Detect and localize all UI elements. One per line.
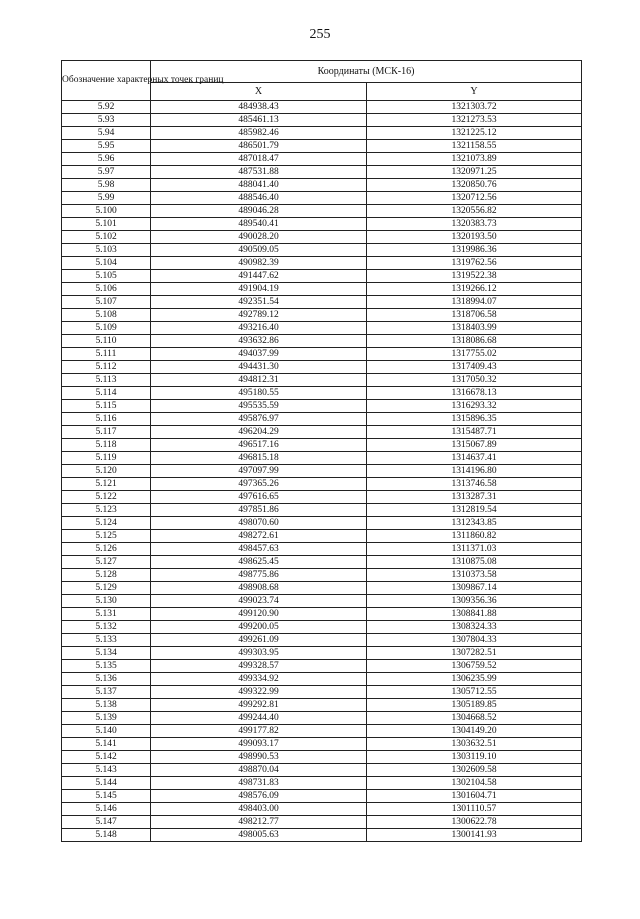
table-row (62, 725, 582, 738)
x-coordinate-cell: 499292.81 (151, 699, 367, 712)
y-coordinate-cell: 1321303.72 (367, 101, 582, 114)
x-coordinate-cell: 491447.62 (151, 270, 367, 283)
y-coordinate-cell: 1321158.55 (367, 140, 582, 153)
point-id-cell: 5.145 (62, 790, 151, 803)
y-coordinate-cell: 1318994.07 (367, 296, 582, 309)
point-id-cell: 5.146 (62, 803, 151, 816)
point-id-cell: 5.134 (62, 647, 151, 660)
y-coordinate-cell: 1304149.20 (367, 725, 582, 738)
page-number: 255 (309, 27, 331, 42)
coordinates-table (61, 60, 582, 842)
point-id-cell: 5.104 (62, 257, 151, 270)
x-coordinate-cell: 496815.18 (151, 452, 367, 465)
table-row (62, 270, 582, 283)
point-id-cell: 5.126 (62, 543, 151, 556)
point-id-cell: 5.131 (62, 608, 151, 621)
y-coordinate-cell: 1317755.02 (367, 348, 582, 361)
y-coordinate-cell: 1317409.43 (367, 361, 582, 374)
point-id-cell: 5.115 (62, 400, 151, 413)
y-coordinate-cell: 1308841.88 (367, 608, 582, 621)
point-id-cell: 5.123 (62, 504, 151, 517)
table-row (62, 283, 582, 296)
point-id-cell: 5.102 (62, 231, 151, 244)
x-coordinate-cell: 499200.05 (151, 621, 367, 634)
table-row (62, 387, 582, 400)
point-id-cell: 5.124 (62, 517, 151, 530)
point-id-cell: 5.112 (62, 361, 151, 374)
point-id-cell: 5.107 (62, 296, 151, 309)
table-row (62, 179, 582, 192)
x-coordinate-cell: 486501.79 (151, 140, 367, 153)
table-row (62, 478, 582, 491)
point-id-cell: 5.118 (62, 439, 151, 452)
point-id-cell: 5.111 (62, 348, 151, 361)
x-coordinate-cell: 498403.00 (151, 803, 367, 816)
x-coordinate-cell: 490509.05 (151, 244, 367, 257)
x-coordinate-cell: 498731.83 (151, 777, 367, 790)
x-coordinate-cell: 488041.40 (151, 179, 367, 192)
y-coordinate-cell: 1309356.36 (367, 595, 582, 608)
point-id-cell: 5.97 (62, 166, 151, 179)
y-coordinate-cell: 1305189.85 (367, 699, 582, 712)
y-coordinate-cell: 1312343.85 (367, 517, 582, 530)
table-row (62, 738, 582, 751)
table-row (62, 309, 582, 322)
point-id-cell: 5.94 (62, 127, 151, 140)
y-coordinate-cell: 1319762.56 (367, 257, 582, 270)
table-row (62, 712, 582, 725)
table-row (62, 218, 582, 231)
point-id-cell: 5.144 (62, 777, 151, 790)
y-coordinate-cell: 1307282.51 (367, 647, 582, 660)
table-row (62, 608, 582, 621)
x-coordinate-cell: 498576.09 (151, 790, 367, 803)
y-coordinate-cell: 1303119.10 (367, 751, 582, 764)
table-row (62, 569, 582, 582)
x-coordinate-cell: 490982.39 (151, 257, 367, 270)
x-coordinate-cell: 498775.86 (151, 569, 367, 582)
x-coordinate-cell: 499261.09 (151, 634, 367, 647)
x-coordinate-cell: 489046.28 (151, 205, 367, 218)
x-coordinate-cell: 496517.16 (151, 439, 367, 452)
coordinates-table-body (62, 101, 582, 842)
x-coordinate-cell: 499328.57 (151, 660, 367, 673)
y-coordinate-cell: 1320383.73 (367, 218, 582, 231)
x-coordinate-cell: 499322.99 (151, 686, 367, 699)
table-row (62, 777, 582, 790)
y-coordinate-cell: 1320193.50 (367, 231, 582, 244)
y-coordinate-cell: 1310373.58 (367, 569, 582, 582)
x-coordinate-cell: 497097.99 (151, 465, 367, 478)
y-coordinate-cell: 1315896.35 (367, 413, 582, 426)
point-id-cell: 5.110 (62, 335, 151, 348)
x-coordinate-cell: 485461.13 (151, 114, 367, 127)
x-coordinate-cell: 498990.53 (151, 751, 367, 764)
point-id-cell: 5.139 (62, 712, 151, 725)
x-coordinate-cell: 498908.68 (151, 582, 367, 595)
y-coordinate-cell: 1312819.54 (367, 504, 582, 517)
point-id-cell: 5.135 (62, 660, 151, 673)
y-coordinate-cell: 1320971.25 (367, 166, 582, 179)
table-row (62, 647, 582, 660)
y-coordinate-cell: 1309867.14 (367, 582, 582, 595)
x-coordinate-cell: 493632.86 (151, 335, 367, 348)
point-id-cell: 5.136 (62, 673, 151, 686)
point-id-cell: 5.92 (62, 101, 151, 114)
table-row (62, 660, 582, 673)
point-id-cell: 5.130 (62, 595, 151, 608)
point-id-cell: 5.127 (62, 556, 151, 569)
table-row (62, 426, 582, 439)
y-coordinate-cell: 1316293.32 (367, 400, 582, 413)
y-coordinate-cell: 1318086.68 (367, 335, 582, 348)
y-coordinate-cell: 1310875.08 (367, 556, 582, 569)
y-coordinate-cell: 1300622.78 (367, 816, 582, 829)
y-coordinate-cell: 1311860.82 (367, 530, 582, 543)
y-coordinate-cell: 1318403.99 (367, 322, 582, 335)
y-coordinate-cell: 1307804.33 (367, 634, 582, 647)
table-row (62, 816, 582, 829)
table-row (62, 361, 582, 374)
y-coordinate-cell: 1320850.76 (367, 179, 582, 192)
x-coordinate-cell: 498005.63 (151, 829, 367, 842)
x-coordinate-cell: 497616.65 (151, 491, 367, 504)
x-coordinate-cell: 499093.17 (151, 738, 367, 751)
x-coordinate-cell: 495876.97 (151, 413, 367, 426)
x-coordinate-cell: 498870.04 (151, 764, 367, 777)
x-coordinate-cell: 495180.55 (151, 387, 367, 400)
point-id-cell: 5.100 (62, 205, 151, 218)
y-coordinate-cell: 1306759.52 (367, 660, 582, 673)
point-id-cell: 5.138 (62, 699, 151, 712)
point-id-cell: 5.119 (62, 452, 151, 465)
point-label-header: Обозначение характерных точек границ (62, 61, 151, 101)
table-row (62, 140, 582, 153)
table-row (62, 257, 582, 270)
point-id-cell: 5.142 (62, 751, 151, 764)
table-row (62, 829, 582, 842)
point-id-cell: 5.105 (62, 270, 151, 283)
y-coordinate-cell: 1306235.99 (367, 673, 582, 686)
point-id-cell: 5.143 (62, 764, 151, 777)
table-row (62, 751, 582, 764)
y-coordinate-cell: 1316678.13 (367, 387, 582, 400)
y-coordinate-cell: 1302104.58 (367, 777, 582, 790)
table-row (62, 439, 582, 452)
y-coordinate-cell: 1320712.56 (367, 192, 582, 205)
table-row (62, 192, 582, 205)
y-column-header: Y (367, 83, 582, 101)
x-coordinate-cell: 488546.40 (151, 192, 367, 205)
y-coordinate-cell: 1314196.80 (367, 465, 582, 478)
y-coordinate-cell: 1302609.58 (367, 764, 582, 777)
table-row (62, 543, 582, 556)
table-row (62, 764, 582, 777)
table-row (62, 452, 582, 465)
table-row (62, 348, 582, 361)
x-coordinate-cell: 499177.82 (151, 725, 367, 738)
point-id-cell: 5.113 (62, 374, 151, 387)
x-coordinate-cell: 498457.63 (151, 543, 367, 556)
table-row (62, 517, 582, 530)
x-coordinate-cell: 496204.29 (151, 426, 367, 439)
table-row (62, 621, 582, 634)
y-coordinate-cell: 1305712.55 (367, 686, 582, 699)
x-coordinate-cell: 489540.41 (151, 218, 367, 231)
point-id-cell: 5.114 (62, 387, 151, 400)
point-id-cell: 5.108 (62, 309, 151, 322)
table-row (62, 673, 582, 686)
point-id-cell: 5.99 (62, 192, 151, 205)
table-row (62, 634, 582, 647)
table-row (62, 556, 582, 569)
coordinates-system-header: Координаты (МСК-16) (151, 61, 582, 83)
table-row (62, 699, 582, 712)
point-id-cell: 5.106 (62, 283, 151, 296)
point-id-cell: 5.132 (62, 621, 151, 634)
table-row (62, 595, 582, 608)
y-coordinate-cell: 1304668.52 (367, 712, 582, 725)
point-id-cell: 5.109 (62, 322, 151, 335)
table-row (62, 322, 582, 335)
point-id-cell: 5.95 (62, 140, 151, 153)
x-coordinate-cell: 499334.92 (151, 673, 367, 686)
table-row (62, 582, 582, 595)
x-coordinate-cell: 499244.40 (151, 712, 367, 725)
point-id-cell: 5.140 (62, 725, 151, 738)
table-row (62, 400, 582, 413)
y-coordinate-cell: 1313287.31 (367, 491, 582, 504)
x-coordinate-cell: 499120.90 (151, 608, 367, 621)
point-id-cell: 5.103 (62, 244, 151, 257)
x-column-header: X (151, 83, 367, 101)
point-id-cell: 5.141 (62, 738, 151, 751)
y-coordinate-cell: 1315067.89 (367, 439, 582, 452)
point-id-cell: 5.101 (62, 218, 151, 231)
y-coordinate-cell: 1313746.58 (367, 478, 582, 491)
table-row (62, 530, 582, 543)
table-row (62, 231, 582, 244)
y-coordinate-cell: 1311371.03 (367, 543, 582, 556)
x-coordinate-cell: 487018.47 (151, 153, 367, 166)
point-id-cell: 5.148 (62, 829, 151, 842)
x-coordinate-cell: 498212.77 (151, 816, 367, 829)
table-row (62, 803, 582, 816)
point-id-cell: 5.147 (62, 816, 151, 829)
x-coordinate-cell: 491904.19 (151, 283, 367, 296)
table-row (62, 374, 582, 387)
point-id-cell: 5.137 (62, 686, 151, 699)
x-coordinate-cell: 494431.30 (151, 361, 367, 374)
point-id-cell: 5.120 (62, 465, 151, 478)
x-coordinate-cell: 487531.88 (151, 166, 367, 179)
point-id-cell: 5.133 (62, 634, 151, 647)
x-coordinate-cell: 497365.26 (151, 478, 367, 491)
table-row (62, 244, 582, 257)
table-row (62, 296, 582, 309)
table-row (62, 504, 582, 517)
table-row (62, 335, 582, 348)
x-coordinate-cell: 495535.59 (151, 400, 367, 413)
table-row (62, 790, 582, 803)
table-row (62, 127, 582, 140)
table-row (62, 205, 582, 218)
point-id-cell: 5.96 (62, 153, 151, 166)
x-coordinate-cell: 498272.61 (151, 530, 367, 543)
table-row (62, 686, 582, 699)
table-row (62, 153, 582, 166)
table-row (62, 166, 582, 179)
x-coordinate-cell: 498625.45 (151, 556, 367, 569)
x-coordinate-cell: 492351.54 (151, 296, 367, 309)
y-coordinate-cell: 1315487.71 (367, 426, 582, 439)
y-coordinate-cell: 1319986.36 (367, 244, 582, 257)
y-coordinate-cell: 1301110.57 (367, 803, 582, 816)
table-row (62, 413, 582, 426)
x-coordinate-cell: 498070.60 (151, 517, 367, 530)
y-coordinate-cell: 1301604.71 (367, 790, 582, 803)
x-coordinate-cell: 490028.20 (151, 231, 367, 244)
point-id-cell: 5.128 (62, 569, 151, 582)
y-coordinate-cell: 1320556.82 (367, 205, 582, 218)
x-coordinate-cell: 494812.31 (151, 374, 367, 387)
point-id-cell: 5.121 (62, 478, 151, 491)
x-coordinate-cell: 484938.43 (151, 101, 367, 114)
x-coordinate-cell: 493216.40 (151, 322, 367, 335)
x-coordinate-cell: 492789.12 (151, 309, 367, 322)
y-coordinate-cell: 1314637.41 (367, 452, 582, 465)
y-coordinate-cell: 1300141.93 (367, 829, 582, 842)
point-id-cell: 5.98 (62, 179, 151, 192)
table-row (62, 101, 582, 114)
y-coordinate-cell: 1303632.51 (367, 738, 582, 751)
x-coordinate-cell: 499023.74 (151, 595, 367, 608)
y-coordinate-cell: 1321273.53 (367, 114, 582, 127)
point-id-cell: 5.116 (62, 413, 151, 426)
table-row (62, 114, 582, 127)
x-coordinate-cell: 499303.95 (151, 647, 367, 660)
table-row (62, 465, 582, 478)
point-id-cell: 5.129 (62, 582, 151, 595)
point-id-cell: 5.122 (62, 491, 151, 504)
y-coordinate-cell: 1321073.89 (367, 153, 582, 166)
table-row (62, 491, 582, 504)
y-coordinate-cell: 1317050.32 (367, 374, 582, 387)
point-id-cell: 5.125 (62, 530, 151, 543)
x-coordinate-cell: 497851.86 (151, 504, 367, 517)
y-coordinate-cell: 1319266.12 (367, 283, 582, 296)
y-coordinate-cell: 1308324.33 (367, 621, 582, 634)
point-id-cell: 5.93 (62, 114, 151, 127)
x-coordinate-cell: 494037.99 (151, 348, 367, 361)
x-coordinate-cell: 485982.46 (151, 127, 367, 140)
y-coordinate-cell: 1319522.38 (367, 270, 582, 283)
point-id-cell: 5.117 (62, 426, 151, 439)
y-coordinate-cell: 1321225.12 (367, 127, 582, 140)
y-coordinate-cell: 1318706.58 (367, 309, 582, 322)
